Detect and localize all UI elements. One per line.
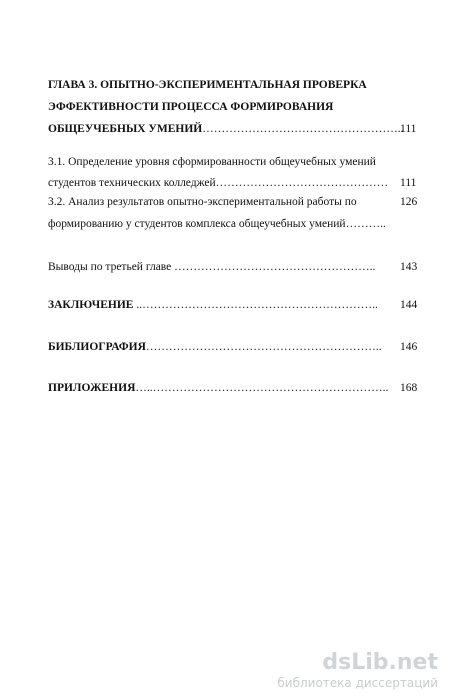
appendices-dots: …..……………………………………………………..: [135, 382, 389, 394]
chapter3-title-line2: ЭФФЕКТИВНОСТИ ПРОЦЕССА ФОРМИРОВАНИЯ: [48, 101, 334, 113]
bibliography-entry: [48, 340, 382, 354]
chapter3-title-line3-text: ОБЩЕУЧЕБНЫХ УМЕНИЙ: [48, 123, 203, 135]
watermark-logo: dsLib.net: [322, 650, 438, 675]
chapter3-dots: ……………………………………………..: [202, 123, 404, 135]
watermark: [277, 652, 438, 690]
chapter3-conclusions-page-number: 143: [400, 261, 418, 273]
section-3-1-line1: 3.1. Определение уровня сформированности общеучебных умений: [48, 156, 376, 168]
appendices-page-number: 168: [400, 382, 418, 394]
conclusion-label: ЗАКЛЮЧЕНИЕ: [48, 299, 134, 311]
appendices-entry: [48, 381, 388, 395]
appendices-label: ПРИЛОЖЕНИЯ: [48, 382, 136, 394]
bibliography-label: БИБЛИОГРАФИЯ: [48, 341, 146, 353]
conclusion-page-number: 144: [400, 299, 418, 311]
chapter3-page-number: 111: [400, 123, 417, 135]
chapter3-title-line1: ГЛАВА 3. ОПЫТНО-ЭКСПЕРИМЕНТАЛЬНАЯ ПРОВЕРКА: [48, 79, 367, 91]
chapter3-title-line3: [48, 122, 403, 136]
section-3-2-line2: формированию у студентов комплекса общеучебных умений………..: [48, 218, 386, 230]
conclusion-dots: ..……………………………………………………..: [133, 299, 378, 311]
section-3-1-line2: студентов технических колледжей………………………………………: [48, 177, 389, 189]
section-3-2-line1: 3.2. Анализ результатов опытно-экспериментальной работы по: [48, 196, 357, 208]
conclusion-entry: [48, 298, 378, 312]
chapter3-conclusions: Выводы по третьей главе ……………………………………………..: [48, 261, 376, 273]
section-3-2-page-number: 126: [400, 196, 418, 208]
watermark-subtitle: библиотека диссертаций: [277, 676, 438, 690]
bibliography-dots: ……………………………………………………..: [145, 341, 382, 353]
section-3-1-page-number: 111: [400, 177, 417, 189]
bibliography-page-number: 146: [400, 341, 418, 353]
